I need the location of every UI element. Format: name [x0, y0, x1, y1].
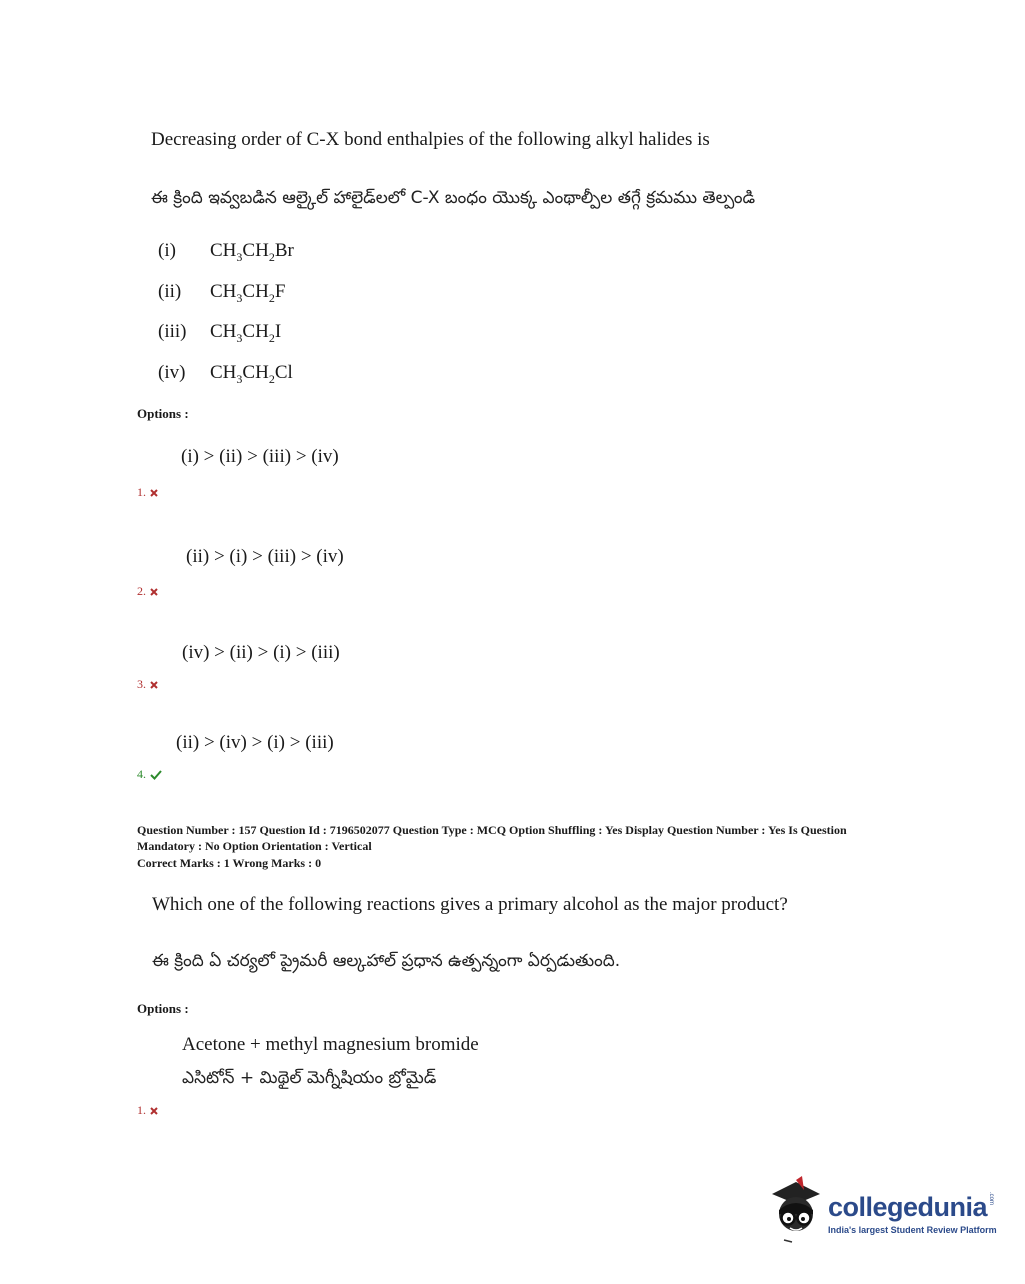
option-3-text[interactable]: (iv) > (ii) > (i) > (iii)	[182, 642, 340, 663]
question-meta	[137, 822, 897, 871]
item-number: (i)	[158, 240, 176, 261]
question-2-text-te: ఈ క్రింది ఏ చర్యలో ప్రైమరీ ఆల్కహాల్ ప్రధాన ఉత్పన్నంగా ఏర్పడుతుంది.	[152, 951, 621, 971]
option-2-number: 2.	[137, 584, 158, 599]
logo-suffix: .com	[988, 1192, 995, 1206]
option-1-number: 1.	[137, 485, 158, 500]
mascot-icon	[766, 1176, 826, 1251]
meta-line-1: Question Number : 157 Question Id : 7196502077 Question Type : MCQ Option Shuffling : Yes Display Question Number : Yes Is Question	[137, 823, 847, 837]
option-4-text[interactable]: (ii) > (iv) > (i) > (iii)	[176, 732, 334, 753]
item-number: (iv)	[158, 362, 186, 383]
check-icon	[150, 770, 162, 780]
option-3-number: 3.	[137, 677, 158, 692]
logo-tagline: India's largest Student Review Platform	[828, 1225, 997, 1235]
q2-option-1-text-te[interactable]: ఎసిటోన్ + మిథైల్ మెగ్నీషియం బ్రోమైడ్	[182, 1068, 437, 1088]
item-formula: $CH_3CH_2Br$	[210, 240, 294, 264]
option-2-text[interactable]: (ii) > (i) > (iii) > (iv)	[186, 546, 344, 567]
q2-option-1-number: 1.	[137, 1103, 158, 1118]
cross-icon	[150, 489, 158, 497]
meta-line-3: Correct Marks : 1 Wrong Marks : 0	[137, 856, 322, 870]
cross-icon	[150, 588, 158, 596]
item-formula: $CH_3CH_2I$	[210, 321, 282, 345]
item-formula: $CH_3CH_2Cl$	[210, 362, 293, 386]
option-1-text[interactable]: (i) > (ii) > (iii) > (iv)	[181, 446, 339, 467]
item-formula: $CH_3CH_2F$	[210, 281, 286, 305]
cross-icon	[150, 681, 158, 689]
question-1-text-te: ఈ క్రింది ఇవ్వబడిన ఆల్కైల్ హాలైడ్‌లలో C-X బంధం యొక్క ఎంథాల్పీల తగ్గే క్రమము తెల్పండి	[151, 188, 756, 208]
question-2-text-en: Which one of the following reactions gives a primary alcohol as the major product?	[152, 894, 788, 915]
logo-name: collegedunia	[828, 1192, 988, 1222]
option-4-number: 4.	[137, 767, 162, 782]
item-number: (iii)	[158, 321, 187, 342]
cross-icon	[150, 1107, 158, 1115]
collegedunia-logo	[766, 1176, 997, 1251]
options-label: Options :	[137, 1001, 189, 1016]
q2-option-1-text-en[interactable]: Acetone + methyl magnesium bromide	[182, 1034, 479, 1055]
options-label: Options :	[137, 406, 189, 421]
item-number: (ii)	[158, 281, 182, 302]
meta-line-2: Mandatory : No Option Orientation : Vertical	[137, 839, 372, 853]
question-1-text-en: Decreasing order of C-X bond enthalpies of the following alkyl halides is	[151, 129, 710, 150]
